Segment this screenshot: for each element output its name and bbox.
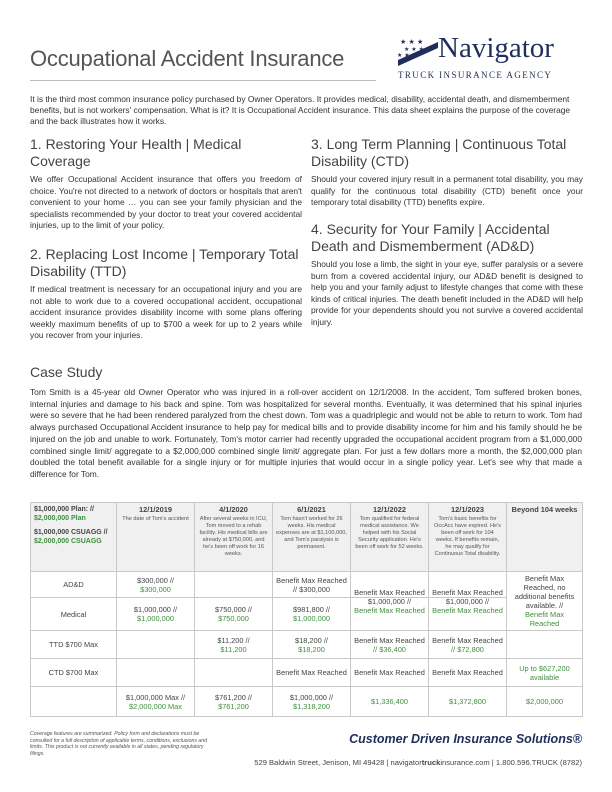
section-body: Should your covered injury result in a permanent total disability, you may qualify for the continuous total disability (CTD) benefit once your temporary total disability (TTD) benefits expire. [311, 174, 583, 208]
table-cell: $18,200 // $18,200 [273, 631, 351, 659]
section-medical [30, 136, 302, 232]
page-title: Occupational Accident Insurance [30, 46, 345, 71]
row-label: CTD $700 Max [31, 659, 117, 687]
section-body: We offer Occupational Accident insurance that offers you freedom of choice. You're not directed to a network of doctors or hospitals that aren't convenient to your home … you can see your family physician and the specialists recommended by your doctor to treat your covered accidental injuries, up to the limit of your policy. [30, 174, 302, 231]
logo-tagline: TRUCK INSURANCE AGENCY [398, 70, 553, 80]
table-cell: $1,372,800 [429, 687, 507, 717]
table-cell: Up to $627,200 available [507, 659, 583, 687]
svg-text:★ ★: ★ ★ [397, 52, 410, 59]
section-heading: 2. Replacing Lost Income | Temporary Total Disability (TTD) [30, 246, 299, 279]
column-header: 12/1/2022 Tom qualified for federal medical assistance. We helped with his Social Security application. He's been off work for 52 weeks. [351, 503, 429, 572]
table-cell: $2,000,000 [507, 687, 583, 717]
csuagg-label: $1,000,000 CSUAGG // [34, 529, 108, 536]
table-row-medical [31, 598, 583, 631]
table-cell: $1,000,000 // $1,000,000 [117, 598, 195, 631]
case-study-table [30, 502, 583, 717]
contact-line: 529 Baldwin Street, Jenison, MI 49428 | navigatortruckinsurance.com | 1.800.596.TRUCK (8782) [254, 758, 582, 767]
table-cell: $1,000,000 Max // $2,000,000 Max [117, 687, 195, 717]
section-heading: 3. Long Term Planning | Continuous Total Disability (CTD) [311, 136, 567, 169]
table-cell: $1,000,000 // $1,318,200 [273, 687, 351, 717]
table-cell: $1,336,400 [351, 687, 429, 717]
intro-paragraph: It is the third most common insurance policy purchased by Owner Operators. It provides medical, disability, accidental death, and dismemberment benefits, but is not workers' compensation. What is it? It is Occupational Accident insurance. This data sheet explains the purpose of the coverage and the back illustrates how it works. [30, 94, 571, 126]
case-study-body: Tom Smith is a 45-year old Owner Operator who was injured in a roll-over accident on 12/1/2008. In the accident, Tom suffered broken bones, internal injuries and damage to his back and spine. Tom was hospitalized for several months. Eventually, it was determined that his spinal injuries were so severe that he had been rendered paralyzed from the chest down. Tom was a quadriplegic and would not be able to return to work. Tom had always purchased Occupational Accident insurance to help pay for medical bills and to provide disability income for him and his family should he be injured on the job and unable to work. Fortunately, Tom's motor carrier had recently upgraded the occupational accident program from a $1,000,000 combined single limit/ aggregate to a $2,000,000 combined single limit/ aggregate plan. For just a few dollars more a month, the $2,000,000 plan doubled the total benefit available for a single injury or for multiple injuries that would occur in a single policy year. Let's see why that made a difference for Tom. [30, 387, 582, 479]
section-add [311, 221, 583, 329]
table-row-total [31, 687, 583, 717]
table-cell: Benefit Max Reached // $300,000 [273, 572, 351, 598]
footer-tagline: Customer Driven Insurance Solutions® [349, 732, 582, 746]
section-heading: 4. Security for Your Family | Accidental Death and Dismemberment (AD&D) [311, 221, 550, 254]
section-ttd [30, 246, 302, 342]
table-cell: Benefit Max Reached // $72,800 [429, 631, 507, 659]
section-heading: 1. Restoring Your Health | Medical Coverage [30, 136, 242, 169]
table-cell [507, 631, 583, 659]
table-cell: $300,000 // $300,000 [117, 572, 195, 598]
plan-header-cell [31, 503, 117, 572]
row-label: Medical [31, 598, 117, 631]
table-cell: Benefit Max Reached // $36,400 [351, 631, 429, 659]
table-cell: Benefit Max Reached $1,000,000 // Benefit Max Reached [351, 598, 429, 631]
table-cell: Benefit Max Reached [351, 659, 429, 687]
table-cell [195, 659, 273, 687]
footnote: Coverage features are summarized. Policy form and declarations must be consulted for a full description of applicable terms, conditions, exclusions and limits. This product is not currently available in all states, pending regulatory filings. [30, 731, 208, 757]
column-header: 12/1/2019 The date of Tom's accident [117, 503, 195, 572]
section-ctd [311, 136, 583, 209]
plan-label: $1,000,000 Plan: // [34, 506, 94, 513]
column-header: Beyond 104 weeks [507, 503, 583, 572]
svg-text:★ ★ ★: ★ ★ ★ [400, 38, 424, 46]
table-cell: $981,800 // $1,000,000 [273, 598, 351, 631]
title-divider [30, 80, 376, 81]
section-body: If medical treatment is necessary for an occupational injury and you are not able to work due to a covered occupational accident, occupational accident insurance provides disability income with some plans offering weekly maximum benefits of up to $700 a week for up to 2 years while you recover from your injuries. [30, 284, 302, 341]
table-cell: $761,200 // $761,200 [195, 687, 273, 717]
logo-wordmark: Navigator [438, 32, 554, 64]
table-cell: Benefit Max Reached, no additional benefits available. // Benefit Max Reached [507, 572, 583, 631]
table-row-ctd [31, 659, 583, 687]
row-label: TTD $700 Max [31, 631, 117, 659]
table-cell: Benefit Max Reached $1,000,000 // Benefit Max Reached [429, 598, 507, 631]
column-header: 4/1/2020 After several weeks in ICU, Tom moved to a rehab facility. His medical bills are already at $750,000, and he's been off work for 16 weeks. [195, 503, 273, 572]
table-row-ttd [31, 631, 583, 659]
column-header: 12/1/2023 Tom's basic benefits for OccAcc have expired. He's been off work for 104 weeks. If benefits remain, he may qualify for Continuous Total disability. [429, 503, 507, 572]
table-cell [117, 659, 195, 687]
stars-flag-icon [394, 34, 442, 68]
column-header: 6/1/2021 Tom hasn't worked for 26 weeks. His medical expenses are at $1,100,000, and Tom's paralysis is permanent. [273, 503, 351, 572]
row-label [31, 687, 117, 717]
navigator-logo [394, 34, 584, 80]
table-cell: $11,200 // $11,200 [195, 631, 273, 659]
table-cell: $750,000 // $750,000 [195, 598, 273, 631]
section-body: Should you lose a limb, the sight in your eye, suffer paralysis or a severe burn from a covered accidental injury, our AD&D benefit is designed to help you and your family adjust to lifestyle changes that come with these kinds of critical injuries. The death benefit included in the AD&D will help provide for your dependents should you not survive a covered accidental injury. [311, 259, 583, 327]
table-header-row [31, 503, 583, 572]
table-cell: Benefit Max Reached [273, 659, 351, 687]
svg-text:★ ★ ★: ★ ★ ★ [404, 46, 424, 53]
table-cell: Benefit Max Reached [429, 659, 507, 687]
case-study-heading: Case Study [30, 364, 103, 380]
csuagg-label-green: $2,000,000 CSUAGG [34, 538, 102, 545]
row-label: AD&D [31, 572, 117, 598]
table-cell [195, 572, 273, 598]
plan-label-green: $2,000,000 Plan [34, 515, 86, 522]
table-cell [117, 631, 195, 659]
